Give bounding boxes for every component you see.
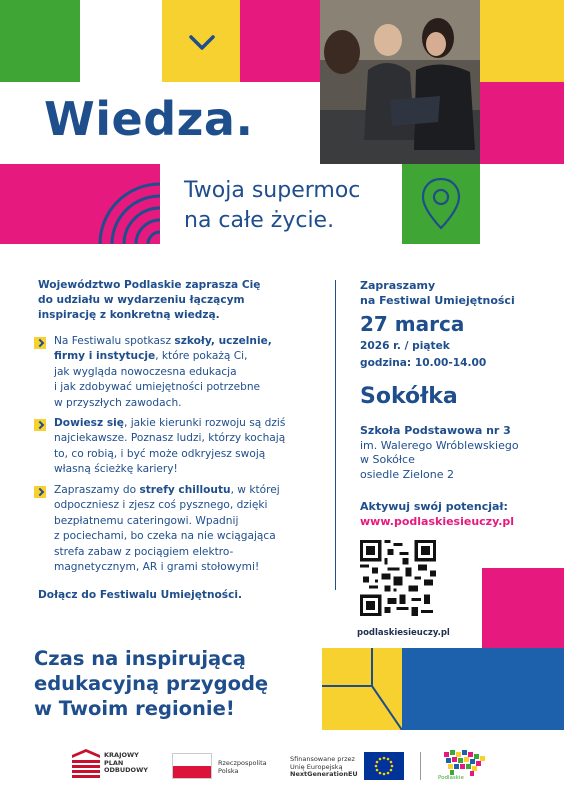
cta-line-3: w Twoim regionie! bbox=[34, 697, 235, 720]
deco-pink-block-right bbox=[480, 82, 564, 164]
intro-line-2: do udziału w wydarzeniu łączącym bbox=[38, 294, 245, 306]
deco-pink-block-top bbox=[240, 0, 320, 82]
deco-pink-strip-left bbox=[0, 164, 80, 244]
intro-line-3: inspirację z konkretną wiedzą. bbox=[38, 309, 220, 321]
rp-logo bbox=[172, 753, 272, 781]
column-divider bbox=[335, 280, 336, 590]
deco-blue-block-bottom bbox=[402, 648, 564, 730]
cta-line-2: edukacyjną przygodę bbox=[34, 672, 269, 695]
chevron-down-icon bbox=[188, 34, 216, 52]
bullet-arrow-icon bbox=[34, 486, 46, 498]
eu-flag-icon bbox=[364, 752, 404, 780]
location-pin-icon bbox=[402, 164, 480, 244]
polish-flag-icon bbox=[172, 753, 212, 779]
venue-school: Szkoła Podstawowa nr 3 bbox=[360, 424, 511, 437]
invite-line-1: Zapraszamy bbox=[360, 279, 436, 292]
bison-mosaic-icon bbox=[440, 748, 490, 776]
event-date: 27 marca bbox=[360, 312, 465, 336]
subtitle-line-1: Twoja supermoc bbox=[184, 178, 361, 203]
activate-text: Aktywuj swój potencjał: bbox=[360, 500, 508, 513]
venue-street: osiedle Zielone 2 bbox=[360, 467, 454, 481]
subtitle bbox=[184, 176, 360, 236]
venue-town: w Sokółce bbox=[360, 453, 415, 466]
intro-text bbox=[38, 278, 260, 323]
qr-code-graphic bbox=[360, 540, 436, 616]
geometric-lines-icon bbox=[322, 648, 402, 730]
bullet-paragraph-2: Dowiesz się, jakie kierunki rozwoju są dziś najciekawsze. Poznasz ludzi, którzy kochają to, co robią, i być może odkryjesz swoją własną ścieżkę kariery! bbox=[54, 417, 286, 476]
bullet-paragraph-3: Zapraszamy do strefy chilloutu, w której odpoczniesz i zjesz coś pysznego, dzięki bezpłatnemu cateringowi. Wpadnij z pociechami, bo czeka na nie wciągająca strefa zabaw z pociągiem elektro- magnetycznym, AR i grami stołowymi! bbox=[54, 484, 280, 574]
deco-pink-block-left bbox=[80, 164, 160, 244]
students-photo-illustration bbox=[320, 0, 480, 164]
podlaskie-text: Podlaskie bbox=[438, 775, 464, 781]
eu-stars-icon bbox=[364, 752, 404, 780]
kpo-text: KRAJOWY PLAN ODBUDOWY bbox=[104, 751, 148, 774]
eu-funding-text: Sfinansowane przez Unię Europejską NextGenerationEU bbox=[290, 755, 358, 778]
page-title: Wiedza. bbox=[44, 92, 254, 146]
call-to-action bbox=[34, 646, 268, 721]
footer-separator bbox=[420, 752, 421, 780]
qr-code[interactable] bbox=[360, 540, 436, 616]
podlaskie-logo bbox=[440, 748, 490, 784]
intro-line-1: Województwo Podlaskie zaprasza Cię bbox=[38, 279, 261, 291]
bullet-paragraph-1: Na Festiwalu spotkasz szkoły, uczelnie, firmy i instytucje, które pokażą Ci, jak wygląda nowoczesna edukacja i jak zdobywać umiejętności potrzebne w przyszłych zawodach. bbox=[54, 335, 272, 409]
deco-green-block-topleft bbox=[0, 0, 80, 82]
kpo-emblem-icon bbox=[72, 749, 100, 781]
invite-line-2: na Festiwal Umiejętności bbox=[360, 294, 515, 307]
rp-text: Rzeczpospolita Polska bbox=[218, 759, 267, 775]
event-year-day: 2026 r. / piątek bbox=[360, 340, 450, 352]
event-invite bbox=[360, 278, 515, 308]
event-time: godzina: 10.00-14.00 bbox=[360, 357, 487, 369]
event-city: Sokółka bbox=[360, 384, 458, 409]
bullet-arrow-icon bbox=[34, 337, 46, 349]
event-venue bbox=[360, 424, 519, 482]
signal-waves-icon bbox=[80, 164, 160, 244]
venue-patron: im. Walerego Wróblewskiego bbox=[360, 438, 519, 452]
subtitle-line-2: na całe życie. bbox=[184, 208, 335, 233]
join-festival-text: Dołącz do Festiwalu Umiejętności. bbox=[38, 589, 243, 601]
kpo-logo bbox=[72, 748, 162, 782]
event-url-link[interactable]: www.podlaskiesieuczy.pl bbox=[360, 515, 515, 528]
deco-yellow-block-topright bbox=[480, 0, 564, 82]
deco-green-block-location bbox=[402, 164, 480, 244]
students-photo bbox=[320, 0, 480, 164]
qr-caption: podlaskiesieuczy.pl bbox=[357, 628, 450, 638]
deco-pink-block-lowright bbox=[482, 568, 564, 648]
bullet-arrow-icon bbox=[34, 419, 46, 431]
cta-line-1: Czas na inspirującą bbox=[34, 647, 246, 670]
deco-yellow-block-bottom bbox=[322, 648, 402, 730]
